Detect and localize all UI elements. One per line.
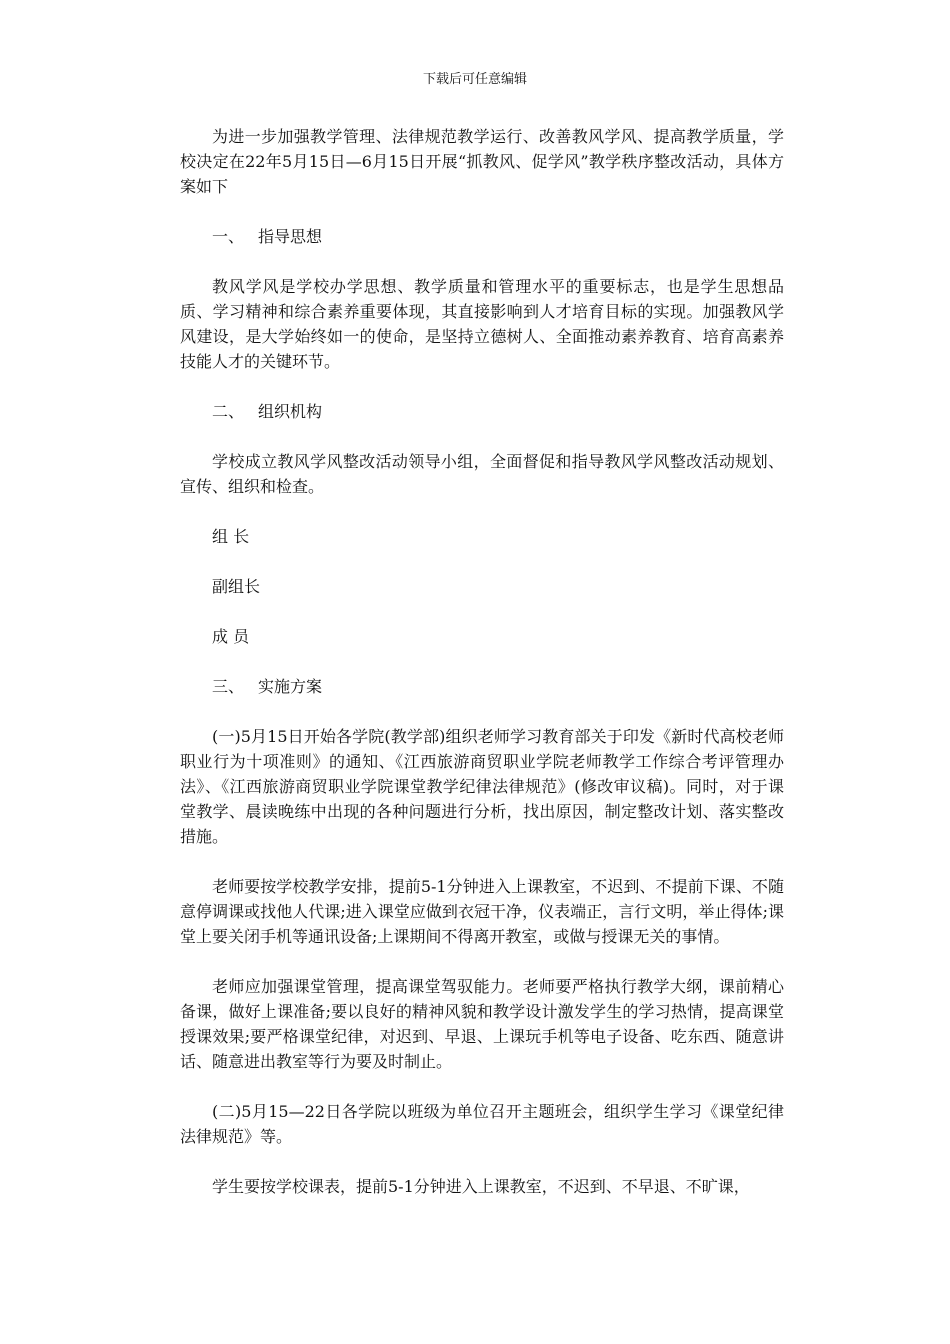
section-1-paragraph: 教风学风是学校办学思想、教学质量和管理水平的重要标志，也是学生思想品质、学习精神和综合素养重要体现，其直接影响到人才培育目标的实现。加强教风学风建设，是大学始终如一的使命，是坚持立德树人、全面推动素养教育、培育高素养技能人才的关键环节。 [180,277,784,371]
page-header: 下载后可任意编辑 [422,72,527,87]
section-3-paragraph: 老师应加强课堂管理，提高课堂驾驭能力。老师要严格执行教学大纲，课前精心备课，做好上课准备;要以良好的精神风貌和教学设计激发学生的学习热情，提高课堂授课效果;要严格课堂纪律，对迟到、早退、上课玩手机等电子设备、吃东西、随意讲话、随意进出教室等行为要及时制止。 [180,977,784,1071]
section-3-paragraph: (一)5月15日开始各学院(教学部)组织老师学习教育部关于印发《新时代高校老师职业行为十项准则》的通知、《江西旅游商贸职业学院老师教学工作综合考评管理办法》、《江西旅游商贸职业学院课堂教学纪律法律规范》(修改审议稿)。同时，对于课堂教学、晨读晚练中出现的各种问题进行分析，找出原因，制定整改计划、落实整改措施。 [180,727,784,846]
section-3-paragraph: 老师要按学校教学安排，提前5-1分钟进入上课教室，不迟到、不提前下课、不随意停调课或找他人代课;进入课堂应做到衣冠干净，仪表端正，言行文明，举止得体;课堂上要关闭手机等通讯设备;上课期间不得离开教室，或做与授课无关的事情。 [180,877,784,946]
section-2-paragraph: 学校成立教风学风整改活动领导小组，全面督促和指导教风学风整改活动规划、宣传、组织和检查。 [180,452,784,496]
section-title: 指导思想 [258,227,323,246]
section-title: 组织机构 [258,402,323,421]
section-number: 二、 [212,402,245,421]
section-heading-1 [180,224,784,249]
role-members: 成 员 [212,627,250,646]
role-leader: 组 长 [212,527,250,546]
intro-paragraph: 为进一步加强教学管理、法律规范教学运行、改善教风学风、提高教学质量，学校决定在22年5月15日—6月15日开展“抓教风、促学风”教学秩序整改活动，具体方案如下 [180,127,784,196]
role-deputy-leader: 副组长 [212,577,261,596]
section-heading-2 [180,399,784,424]
section-heading-3 [180,674,784,699]
document-body [180,124,784,1224]
section-number: 一、 [212,227,245,246]
section-3-paragraph: (二)5月15—22日各学院以班级为单位召开主题班会，组织学生学习《课堂纪律法律规范》等。 [180,1102,784,1146]
section-3-paragraph: 学生要按学校课表，提前5-1分钟进入上课教室，不迟到、不早退、不旷课， [212,1177,750,1196]
section-number: 三、 [212,677,245,696]
section-title: 实施方案 [258,677,323,696]
